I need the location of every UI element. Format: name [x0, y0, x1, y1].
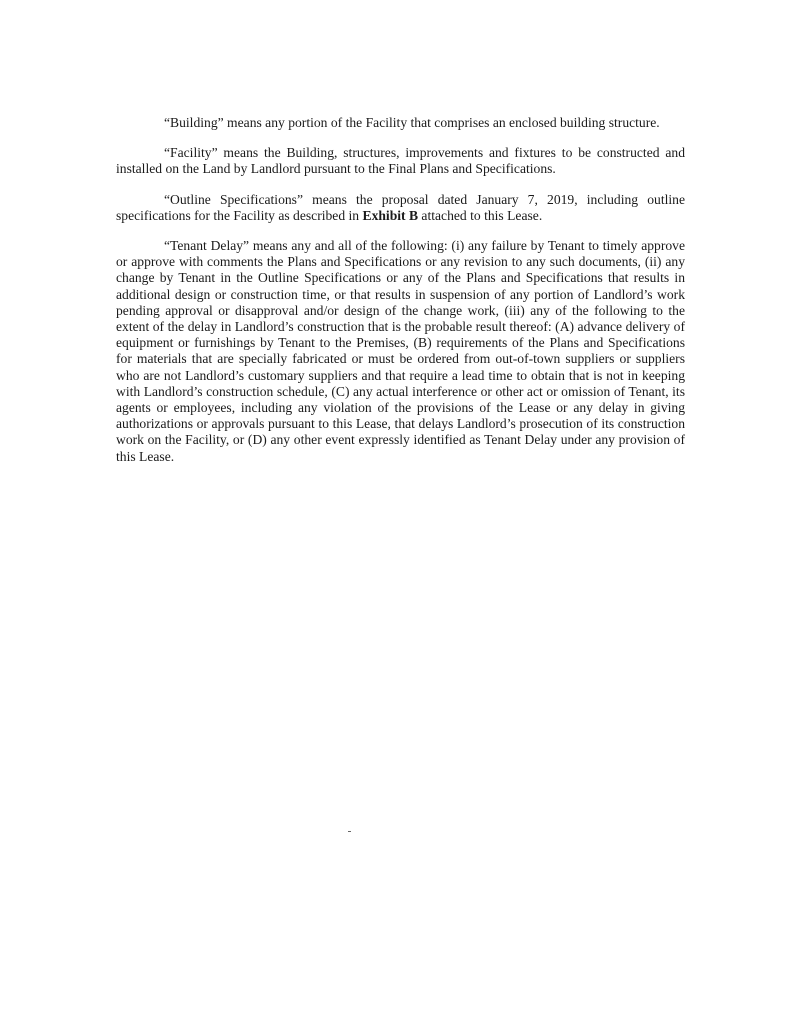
definition-facility: “Facility” means the Building, structures, improvements and fixtures to be constructed and installed on the Land by Landlord pursuant to the Final Plans and Specifications. [116, 145, 685, 177]
definition-outline-specifications [116, 192, 685, 224]
exhibit-reference: Exhibit B [362, 207, 419, 223]
definition-building: “Building” means any portion of the Facility that comprises an enclosed building structure. [164, 115, 660, 130]
definition-tenant-delay: “Tenant Delay” means any and all of the following: (i) any failure by Tenant to timely approve or approve with comments the Plans and Specifications or any revision to any such documents, (ii) any change by Tenant in the Outline Specifications or any of the Plans and Specifications that results in additional design or construction time, or that results in suspension of any portion of Landlord’s work pending approval or disapproval and/or design of the change work, (iii) any of the following to the extent of the delay in Landlord’s construction that is the probable result thereof: (A) advance delivery of equipment or furnishings by Tenant to the Premises, (B) requirements of the Plans and Specifications for materials that are specially fabricated or must be ordered from out-of-town suppliers or suppliers who are not Landlord’s customary suppliers and that require a lead time to obtain that is not in keeping with Landlord’s construction schedule, (C) any actual interference or other act or omission of Tenant, its agents or employees, including any violation of the provisions of the Lease or any delay in giving authorizations or approvals pursuant to this Lease, that delays Landlord’s prosecution of its construction work on the Facility, or (D) any other event expressly identified as Tenant Delay under any provision of this Lease. [116, 238, 685, 464]
scan-speck [348, 831, 351, 832]
document-body [116, 115, 685, 479]
outline-spec-text-before: “Outline Specifications” means the proposal dated January 7, 2019, including outline specifications for the Facility as described in [116, 191, 685, 223]
outline-spec-text-after: attached to this Lease. [418, 207, 543, 223]
